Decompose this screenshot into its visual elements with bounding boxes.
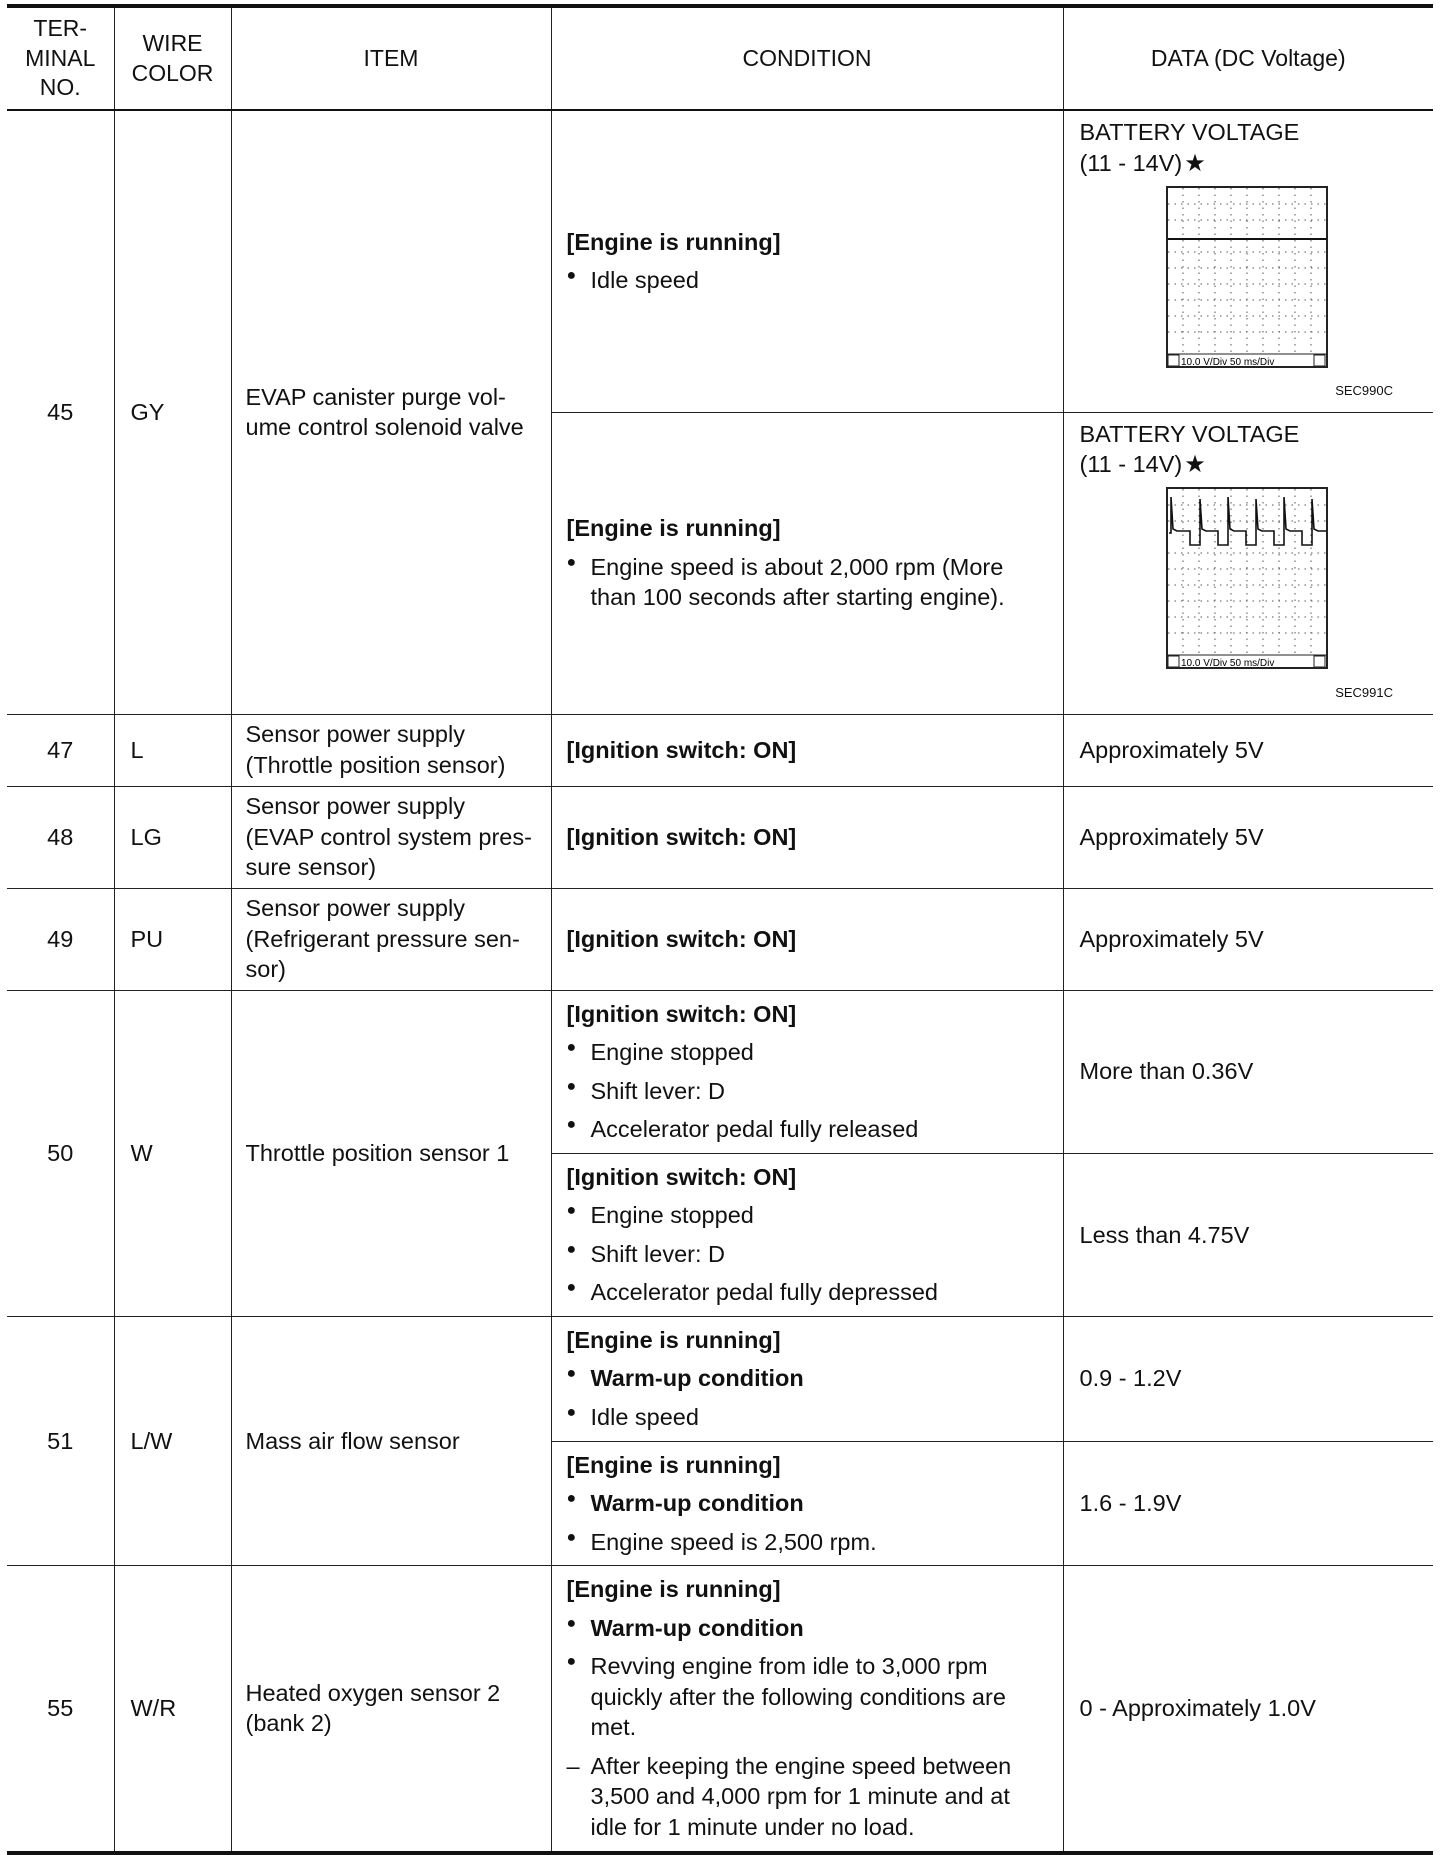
data-voltage-range [1080,148,1434,179]
condition-47: [Ignition switch: ON] [551,714,1063,786]
condition-bullet: ● Engine speed is 2,500 rpm. [567,1527,1051,1558]
data-45-2000rpm [1063,412,1433,714]
header-row [7,6,1433,110]
terminal-data-table-page [7,4,1433,1840]
wire-color-49: PU [114,888,231,990]
terminal-49: 49 [7,888,114,990]
condition-sub-item: – After keeping the engine speed between 3,500 and 4,000 rpm for 1 minute and at idle for 1 minute under no load. [567,1751,1051,1843]
item-50: Throttle position sensor 1 [231,990,551,1316]
terminal-47: 47 [7,714,114,786]
terminal-45: 45 [7,110,114,714]
star-icon: ★ [1184,451,1206,479]
condition-bullet: ● Warm-up condition [567,1613,1051,1644]
condition-45-2000rpm [551,412,1063,714]
item-45: EVAP canister purge vol- ume control solenoid valve [231,110,551,714]
condition-bullet: ● Warm-up condition [567,1488,1051,1519]
condition-51-idle [551,1316,1063,1441]
data-47: Approximately 5V [1063,714,1433,786]
table-row-50a [7,990,1433,1153]
data-50-depressed: Less than 4.75V [1063,1153,1433,1316]
condition-title: [Engine is running] [566,1326,781,1353]
table-row-55 [7,1566,1433,1853]
item-48: Sensor power supply (EVAP control system pres- sure sensor) [231,786,551,888]
data-49: Approximately 5V [1063,888,1433,990]
terminal-51: 51 [7,1316,114,1565]
wire-color-48: LG [114,786,231,888]
condition-51-2500rpm [551,1441,1063,1566]
condition-50-released [551,990,1063,1153]
condition-50-depressed [551,1153,1063,1316]
item-51: Mass air flow sensor [231,1316,551,1565]
condition-48: [Ignition switch: ON] [551,786,1063,888]
condition-bullet: ● Idle speed [567,265,1051,296]
data-51-idle: 0.9 - 1.2V [1063,1316,1433,1441]
condition-title: [Engine is running] [566,1451,781,1478]
condition-bullet: ● Revving engine from idle to 3,000 rpm quickly after the following conditions are met. [567,1651,1051,1743]
condition-title: [Engine is running] [566,1576,781,1603]
condition-bullet: ● Engine speed is about 2,000 rpm (More than 100 seconds after starting engine). [567,552,1051,613]
data-voltage-range [1080,449,1434,480]
condition-title: [Ignition switch: ON] [566,1000,797,1027]
header-wire-color: WIRE COLOR [114,6,231,110]
data-51-2500rpm: 1.6 - 1.9V [1063,1441,1433,1566]
item-47: Sensor power supply (Throttle position sensor) [231,714,551,786]
wire-color-55: W/R [114,1566,231,1853]
table-row-48 [7,786,1433,888]
figure-caption: SEC991C [1335,684,1393,700]
scope-scale-label: 10.0 V/Div 50 ms/Div [1180,356,1274,368]
header-item: ITEM [231,6,551,110]
table-row-47 [7,714,1433,786]
data-55: 0 - Approximately 1.0V [1063,1566,1433,1853]
data-45-idle [1063,110,1433,412]
condition-bullet: ● Idle speed [567,1402,1051,1433]
condition-title: [Engine is running] [566,515,781,542]
terminal-data-table [7,4,1433,1855]
wire-color-50: W [114,990,231,1316]
condition-49: [Ignition switch: ON] [551,888,1063,990]
wire-color-47: L [114,714,231,786]
header-data: DATA (DC Voltage) [1063,6,1433,110]
terminal-55: 55 [7,1566,114,1853]
scope-scale-label: 10.0 V/Div 50 ms/Div [1180,658,1274,670]
condition-title: [Engine is running] [566,228,781,255]
condition-bullet: ● Accelerator pedal fully released [567,1114,1051,1145]
condition-bullet: ● Shift lever: D [567,1076,1051,1107]
condition-45-idle [551,110,1063,412]
condition-bullet: ● Shift lever: D [567,1239,1051,1270]
figure-caption: SEC990C [1335,382,1393,398]
table-row-51a [7,1316,1433,1441]
table-row-45a [7,110,1433,412]
item-49: Sensor power supply (Refrigerant pressure sen- sor) [231,888,551,990]
data-voltage-range-text: (11 - 14V) [1079,451,1183,478]
oscilloscope-waveform-pulse [1166,487,1328,669]
data-battery-voltage: BATTERY VOLTAGE [1079,420,1300,447]
condition-55 [551,1566,1063,1853]
condition-bullet: ● Warm-up condition [567,1363,1051,1394]
terminal-50: 50 [7,990,114,1316]
wire-color-51: L/W [114,1316,231,1565]
condition-bullet: ● Accelerator pedal fully depressed [567,1277,1051,1308]
data-battery-voltage: BATTERY VOLTAGE [1079,119,1300,145]
header-terminal: TER- MINAL NO. [7,6,114,110]
data-50-released: More than 0.36V [1063,990,1433,1153]
data-voltage-range-text: (11 - 14V) [1079,149,1183,176]
data-48: Approximately 5V [1063,786,1433,888]
condition-bullet: ● Engine stopped [567,1200,1051,1231]
wire-color-45: GY [114,110,231,714]
star-icon: ★ [1184,149,1206,177]
condition-bullet: ● Engine stopped [567,1037,1051,1068]
oscilloscope-waveform-flat [1166,186,1328,368]
terminal-48: 48 [7,786,114,888]
item-55: Heated oxygen sensor 2 (bank 2) [231,1566,551,1853]
condition-title: [Ignition switch: ON] [566,1163,797,1190]
header-condition: CONDITION [551,6,1063,110]
table-row-49 [7,888,1433,990]
